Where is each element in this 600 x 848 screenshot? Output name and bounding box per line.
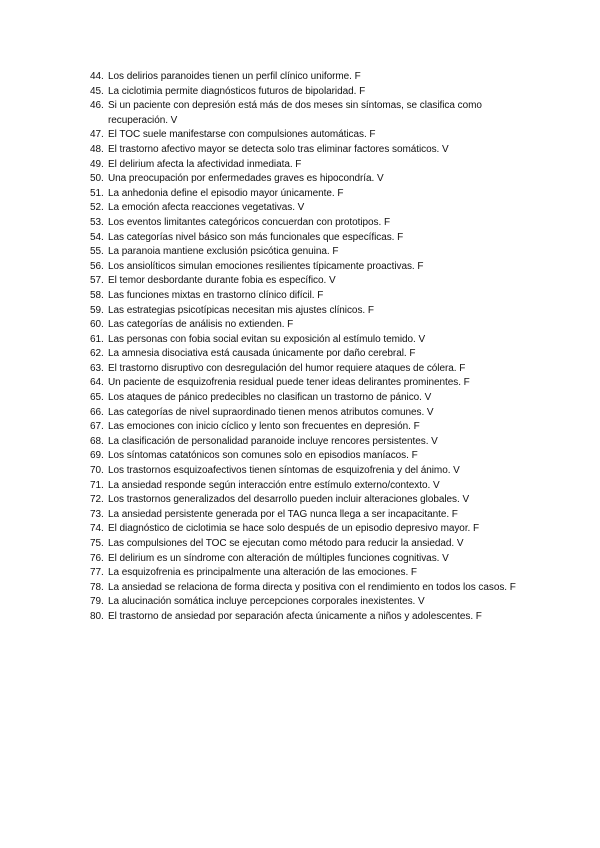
list-item (90, 260, 528, 275)
item-statement: La paranoia mantiene exclusión psicótica genuina. F (108, 246, 339, 258)
item-number: 65. (90, 392, 104, 404)
item-statement: La ansiedad se relaciona de forma directa y positiva con el rendimiento en todos los casos. F (108, 581, 516, 593)
item-number: 71. (90, 479, 104, 491)
item-number: 77. (90, 567, 104, 579)
list-item (90, 493, 528, 508)
item-statement: El delirium afecta la afectividad inmediata. F (108, 158, 302, 170)
list-item (90, 333, 528, 348)
item-statement: La alucinación somática incluye percepciones corporales inexistentes. V (108, 596, 425, 608)
item-number: 45. (90, 85, 104, 97)
list-item (90, 610, 528, 625)
statement-list (90, 70, 528, 625)
item-statement: Los ansiolíticos simulan emociones resilientes típicamente proactivas. F (108, 260, 424, 272)
item-number: 75. (90, 538, 104, 549)
item-statement: Un paciente de esquizofrenia residual puede tener ideas delirantes prominentes. F (108, 377, 470, 389)
list-item (90, 522, 528, 537)
item-number: 69. (90, 450, 104, 462)
item-statement: Las funciones mixtas en trastorno clínico difícil. F (108, 289, 324, 301)
item-statement: Las estrategias psicotípicas necesitan mis ajustes clínicos. F (108, 304, 374, 316)
list-item (90, 70, 528, 85)
item-number: 80. (90, 610, 104, 622)
list-item (90, 318, 528, 333)
item-statement: Las categorías de análisis no extienden. F (108, 319, 294, 331)
list-item (90, 566, 528, 581)
item-number: 72. (90, 494, 104, 506)
list-item (90, 581, 528, 596)
list-item (90, 231, 528, 246)
item-statement: Las categorías de nivel supraordinado tienen menos atributos comunes. V (108, 406, 434, 418)
list-item (90, 376, 528, 391)
item-number: 47. (90, 129, 104, 141)
item-number: 52. (90, 202, 104, 214)
list-item (90, 172, 528, 187)
list-item (90, 143, 528, 158)
list-item (90, 537, 528, 552)
item-number: 68. (90, 435, 104, 447)
item-number: 76. (90, 552, 104, 564)
item-statement: Si un paciente con depresión está más de dos meses sin síntomas, se clasifica como recuperación. V (108, 100, 482, 126)
list-item (90, 158, 528, 173)
list-item (90, 128, 528, 143)
item-statement: El delirium es un síndrome con alteración de múltiples funciones cognitivas. V (108, 552, 449, 564)
item-number: 53. (90, 216, 104, 228)
item-number: 63. (90, 362, 104, 374)
item-number: 51. (90, 187, 104, 199)
list-item (90, 435, 528, 450)
item-number: 46. (90, 100, 104, 112)
item-number: 66. (90, 406, 104, 418)
list-item (90, 245, 528, 260)
item-statement: Los ataques de pánico predecibles no clasifican un trastorno de pánico. V (108, 392, 432, 404)
item-number: 54. (90, 231, 104, 243)
item-number: 73. (90, 508, 104, 520)
item-statement: El trastorno disruptivo con desregulación del humor requiere ataques de cólera. F (108, 362, 466, 374)
list-item (90, 362, 528, 377)
item-statement: Los trastornos esquizoafectivos tienen síntomas de esquizofrenia y del ánimo. V (108, 465, 460, 477)
item-number: 67. (90, 421, 104, 433)
item-number: 48. (90, 143, 104, 155)
list-item (90, 391, 528, 406)
item-statement: Los eventos limitantes categóricos concuerdan con prototipos. F (108, 216, 391, 228)
list-item (90, 216, 528, 231)
item-number: 57. (90, 275, 104, 287)
item-number: 61. (90, 333, 104, 345)
item-statement: Las personas con fobia social evitan su exposición al estímulo temido. V (108, 333, 426, 345)
item-statement: Las emociones con inicio cíclico y lento son frecuentes en depresión. F (108, 421, 420, 433)
list-item (90, 479, 528, 494)
item-statement: Una preocupación por enfermedades graves es hipocondría. V (108, 173, 384, 185)
item-number: 78. (90, 581, 104, 593)
item-statement: La esquizofrenia es principalmente una alteración de las emociones. F (108, 567, 417, 579)
list-item (90, 406, 528, 421)
item-number: 50. (90, 173, 104, 185)
item-statement: El trastorno de ansiedad por separación afecta únicamente a niños y adolescentes. F (108, 610, 482, 622)
list-item (90, 420, 528, 435)
item-number: 44. (90, 71, 104, 82)
item-statement: La ciclotimia permite diagnósticos futuros de bipolaridad. F (108, 85, 366, 97)
item-statement: La ansiedad persistente generada por el TAG nunca llega a ser incapacitante. F (108, 508, 458, 520)
list-item (90, 289, 528, 304)
item-number: 56. (90, 260, 104, 272)
list-item (90, 347, 528, 362)
item-number: 74. (90, 523, 104, 535)
list-item (90, 304, 528, 319)
item-statement: La amnesia disociativa está causada únicamente por daño cerebral. F (108, 348, 416, 360)
list-item (90, 552, 528, 567)
item-statement: El diagnóstico de ciclotimia se hace solo después de un episodio depresivo mayor. F (108, 523, 480, 535)
list-item (90, 274, 528, 289)
list-item (90, 99, 528, 128)
item-statement: La anhedonia define el episodio mayor únicamente. F (108, 187, 344, 199)
item-number: 79. (90, 596, 104, 608)
item-number: 59. (90, 304, 104, 316)
item-statement: El trastorno afectivo mayor se detecta solo tras eliminar factores somáticos. V (108, 143, 449, 155)
item-number: 64. (90, 377, 104, 389)
list-item (90, 595, 528, 610)
item-statement: Los síntomas catatónicos son comunes solo en episodios maníacos. F (108, 450, 418, 462)
item-statement: La emoción afecta reacciones vegetativas. V (108, 202, 305, 214)
item-number: 55. (90, 246, 104, 258)
item-statement: Los trastornos generalizados del desarrollo pueden incluir alteraciones globales. V (108, 494, 470, 506)
list-item (90, 449, 528, 464)
item-statement: El TOC suele manifestarse con compulsiones automáticas. F (108, 129, 376, 141)
item-statement: Las categorías nivel básico son más funcionales que específicas. F (108, 231, 404, 243)
item-number: 49. (90, 158, 104, 170)
list-item (90, 464, 528, 479)
item-number: 58. (90, 289, 104, 301)
item-statement: Las compulsiones del TOC se ejecutan como método para reducir la ansiedad. V (108, 538, 464, 549)
item-number: 62. (90, 348, 104, 360)
item-statement: La ansiedad responde según interacción entre estímulo externo/contexto. V (108, 479, 440, 491)
list-item (90, 508, 528, 523)
list-item (90, 201, 528, 216)
list-item (90, 85, 528, 100)
item-statement: La clasificación de personalidad paranoide incluye rencores persistentes. V (108, 435, 438, 447)
item-statement: Los delirios paranoides tienen un perfil clínico uniforme. F (108, 71, 361, 82)
item-number: 60. (90, 319, 104, 331)
list-item (90, 187, 528, 202)
item-statement: El temor desbordante durante fobia es específico. V (108, 275, 336, 287)
item-number: 70. (90, 465, 104, 477)
